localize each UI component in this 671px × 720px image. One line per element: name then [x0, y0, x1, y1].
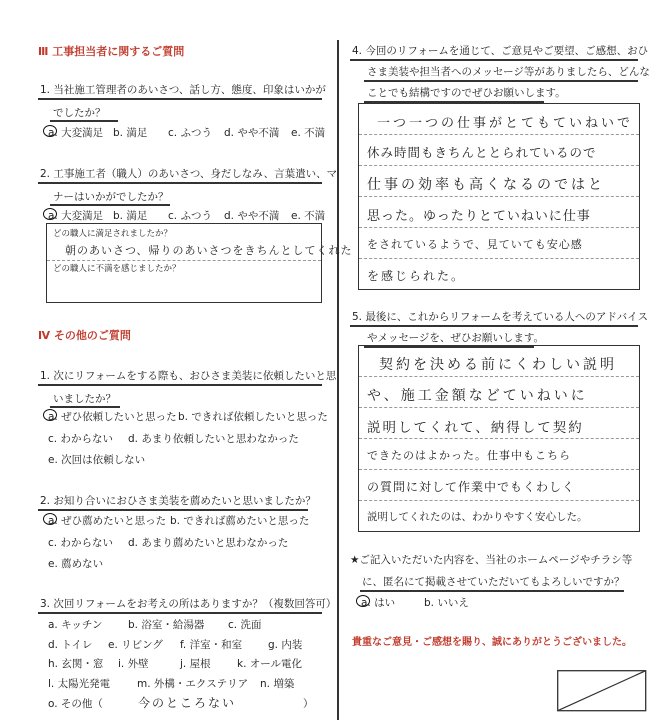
q2-satisfied-answer: 朝のあいさつ、帰りのあいさつをきちんとしてくれた	[65, 244, 353, 257]
q2-option-d[interactable]: d. やや不満	[224, 210, 280, 222]
r-q4-answer-line1: 一つ一つの仕事がとてもていねいで	[377, 116, 634, 131]
r-q4-answer-line2: 休み時間もきちんととられているので	[367, 145, 597, 160]
r-q4-answer-line5: をされているようで、見ていても安心感	[367, 238, 583, 251]
q4-2-option-d[interactable]: d. あまり薦めたいと思わなかった	[128, 537, 289, 549]
r-q4-underline2	[364, 80, 638, 82]
q2-text-line2: ナーはいかがでしたか？	[53, 191, 169, 203]
q4-3-other-answer: 今のところない	[138, 696, 237, 710]
q4-1-option-a[interactable]: a. ぜひ依頼したいと思った	[48, 411, 177, 423]
consent-text-line1: ★ご記入いただいた内容を、当社のホームページやチラシ等	[350, 554, 633, 566]
q4-3-opt-b[interactable]: b. 浴室・給湯器	[128, 619, 205, 631]
q4-3-opt-d[interactable]: d. トイレ	[48, 639, 93, 651]
consent-text-line2: に、匿名にて掲載させていただいてもよろしいですか？	[362, 576, 625, 588]
q4-3-opt-g[interactable]: g. 内装	[268, 639, 303, 651]
q1-option-b[interactable]: b. 満足	[113, 127, 148, 139]
r-q4-answer-line3: 仕事の効率も高くなるのではと	[367, 177, 605, 193]
section4-title: Ⅳ その他のご質問	[38, 329, 131, 342]
q4-2-underline	[38, 509, 308, 511]
q4-1-underline	[38, 384, 322, 386]
q2-underline	[38, 182, 322, 184]
q4-1-text-line2: いましたか？	[53, 393, 116, 405]
ruled-line	[359, 227, 639, 228]
q1-text-line2: でしたか？	[53, 107, 106, 119]
q4-2-option-e[interactable]: e. 薦めない	[48, 558, 104, 570]
q4-3-opt-c[interactable]: c. 洗面	[228, 619, 262, 631]
q4-1-underline2	[50, 406, 120, 408]
ruled-line	[359, 196, 639, 197]
r-q4-answer-box[interactable]	[358, 103, 640, 290]
r-q5-answer-line5: の質問に対して作業中でもくわしく	[367, 480, 576, 494]
q4-1-text-line1: 1. 次にリフォームをする際も、おひさま美装に依頼したいと思	[40, 370, 337, 382]
q2-text-line1: 2. 工事施工者（職人）のあいさつ、身だしなみ、言葉遣い、マ	[40, 168, 338, 180]
q4-3-opt-j[interactable]: j. 屋根	[180, 658, 211, 670]
r-q5-text-line2: やメッセージを、ぜひお願いします。	[367, 332, 545, 344]
q4-2-text-line1: 2. お知り合いにおひさま美装を薦めたいと思いましたか？	[40, 495, 316, 507]
r-q4-underline1	[350, 59, 638, 61]
q4-3-opt-e[interactable]: e. リビング	[108, 639, 163, 651]
q1-text-line1: 1. 当社施工管理者のあいさつ、話し方、態度、印象はいかが	[40, 84, 326, 96]
q4-3-opt-f[interactable]: f. 洋室・和室	[180, 639, 243, 651]
q4-3-opt-o[interactable]: o. その他（	[48, 698, 103, 710]
q4-3-opt-n[interactable]: n. 増築	[260, 678, 295, 690]
q4-3-text-line1: 3. 次回リフォームをお考えの所はありますか？（複数回答可）	[40, 598, 337, 610]
r-q4-text-line3: ことでも結構ですのでぜひお願いします。	[367, 87, 566, 99]
r-q5-answer-line6: 説明してくれたのは、わかりやすく安心した。	[367, 511, 588, 523]
r-q5-answer-line2: や、施工金額などていねいに	[367, 388, 588, 404]
q4-3-opt-h[interactable]: h. 玄関・窓	[48, 658, 104, 670]
q2-underline2	[50, 204, 170, 206]
ruled-line	[359, 407, 639, 408]
q1-option-e[interactable]: e. 不満	[291, 127, 326, 139]
q1-underline	[38, 98, 322, 100]
q4-3-other-close: ）	[303, 698, 314, 710]
column-divider	[337, 40, 339, 720]
q2-comment-box[interactable]	[46, 223, 353, 303]
r-q4-text-line1: 4. 今回のリフォームを通じて、ご意見やご要望、ご感想、おひ	[352, 45, 649, 57]
r-q5-underline1	[350, 325, 638, 327]
ruled-line	[359, 165, 639, 166]
q4-3-opt-k[interactable]: k. オール電化	[237, 658, 303, 670]
section3-title: Ⅲ 工事担当者に関するご質問	[38, 45, 185, 58]
q4-3-opt-l[interactable]: l. 太陽光発電	[48, 678, 111, 690]
q1-option-a[interactable]: a. 大変満足	[48, 127, 104, 139]
q4-3-opt-m[interactable]: m. 外構・エクステリア	[137, 678, 249, 690]
consent-underline	[360, 590, 624, 592]
r-q4-text-line2: さま美装や担当者へのメッセージ等がありましたら、どんな	[367, 66, 650, 78]
q1-underline2	[50, 120, 118, 122]
q2-option-e[interactable]: e. 不満	[291, 210, 326, 222]
staff-stamp-box	[557, 670, 647, 712]
q2-comment-divider	[47, 260, 321, 261]
q4-2-option-b[interactable]: b. できれば薦めたいと思った	[170, 515, 310, 527]
ruled-line	[359, 134, 639, 135]
q4-3-opt-a[interactable]: a. キッチン	[48, 619, 103, 631]
q4-1-option-e[interactable]: e. 次回は依頼しない	[48, 454, 146, 466]
q4-1-option-c[interactable]: c. わからない	[48, 433, 113, 445]
q2-option-c[interactable]: c. ふつう	[168, 210, 212, 222]
r-q5-answer-line3: 説明してくれて、納得して契約	[367, 420, 584, 436]
q4-1-option-d[interactable]: d. あまり依頼したいと思わなかった	[128, 433, 299, 445]
q4-2-option-a[interactable]: a. ぜひ薦めたいと思った	[48, 515, 167, 527]
q4-3-underline	[38, 612, 322, 614]
ruled-line	[359, 469, 639, 470]
q2-satisfied-label: どの職人に満足されましたか？	[53, 229, 173, 239]
r-q5-text-line1: 5. 最後に、これからリフォームを考えている人へのアドバイス	[352, 311, 649, 323]
r-q5-answer-line4: できたのはよかった。仕事中もこちら	[367, 449, 571, 462]
q1-option-d[interactable]: d. やや不満	[224, 127, 280, 139]
ruled-line	[359, 258, 639, 259]
q2-option-b[interactable]: b. 満足	[113, 210, 148, 222]
r-q5-answer-box[interactable]	[358, 345, 640, 532]
q2-unsatisfied-label: どの職人に不満を感じましたか？	[53, 264, 181, 274]
r-q4-answer-line4: 思った。ゆったりとていねいに仕事	[367, 209, 591, 224]
q1-option-c[interactable]: c. ふつう	[168, 127, 212, 139]
ruled-line	[359, 500, 639, 501]
q2-option-a[interactable]: a. 大変満足	[48, 210, 104, 222]
q4-1-option-b[interactable]: b. できれば依頼したいと思った	[178, 411, 328, 423]
q4-3-opt-i[interactable]: i. 外壁	[118, 658, 149, 670]
consent-yes[interactable]: a. はい	[361, 597, 396, 609]
consent-no[interactable]: b. いいえ	[424, 597, 469, 609]
r-q5-answer-line1: 契約を決める前にくわしい説明	[379, 357, 617, 373]
q4-2-option-c[interactable]: c. わからない	[48, 537, 113, 549]
ruled-line	[359, 438, 639, 439]
r-q4-answer-line6: を感じられた。	[367, 269, 466, 283]
ruled-line	[359, 376, 639, 377]
thanks-message: 貴重なご意見・ご感想を賜り、誠にありがとうございました。	[352, 637, 632, 648]
